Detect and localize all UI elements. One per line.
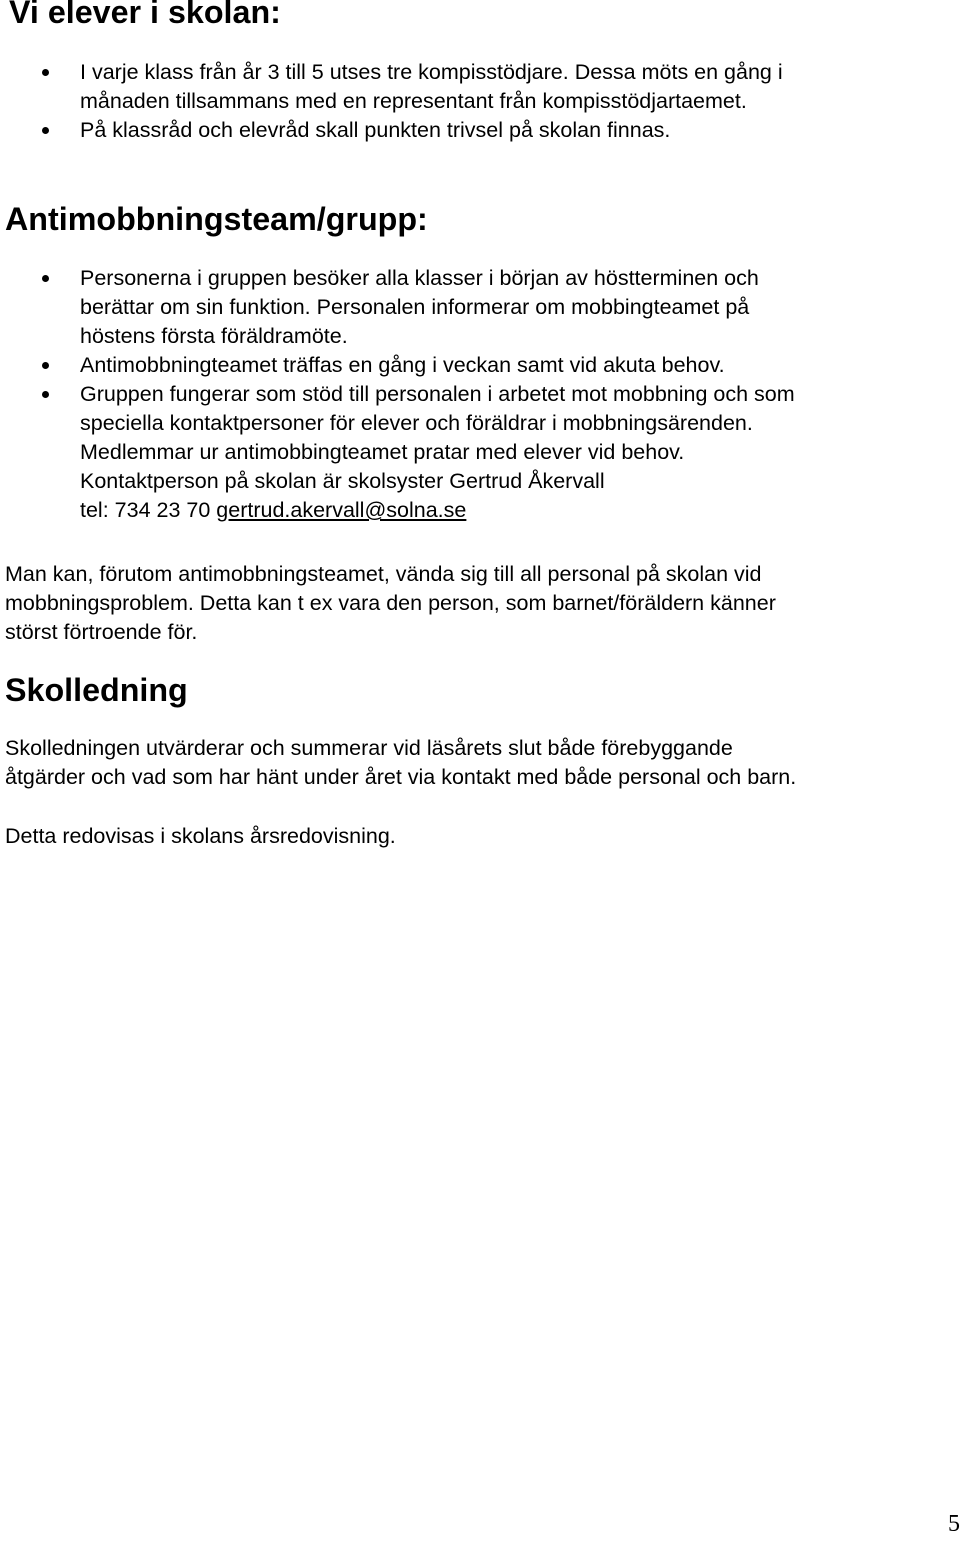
- text-line: I varje klass från år 3 till 5 utses tre kompisstödjare. Dessa möts en gång i: [80, 60, 783, 84]
- bullet-icon: [42, 391, 49, 398]
- text-line: speciella kontaktpersoner för elever och föräldrar i mobbningsärenden.: [80, 411, 753, 435]
- text-line: störst förtroende för.: [5, 620, 198, 644]
- paragraph-skolledning: [5, 734, 950, 792]
- text-line: Skolledningen utvärderar och summerar vid läsårets slut både förebyggande: [5, 736, 733, 760]
- paragraph-personal: [5, 560, 950, 647]
- bullet-icon: [42, 275, 49, 282]
- text-line: Detta redovisas i skolans årsredovisning.: [5, 824, 396, 848]
- contact-line: [80, 496, 940, 525]
- text-line: Medlemmar ur antimobbingteamet pratar med elever vid behov.: [80, 440, 685, 464]
- text-line: Personerna i gruppen besöker alla klasser i början av höstterminen och: [80, 266, 759, 290]
- bullet-icon: [42, 362, 49, 369]
- bullet-icon: [42, 127, 49, 134]
- section-heading-skolledning: Skolledning: [5, 672, 188, 708]
- paragraph-arsredovisning: [5, 822, 950, 851]
- text-line: Kontaktperson på skolan är skolsyster Gertrud Åkervall: [80, 469, 605, 493]
- page-number: 5: [948, 1511, 960, 1537]
- text-line: mobbningsproblem. Detta kan t ex vara den person, som barnet/föräldern känner: [5, 591, 776, 615]
- list-item: [0, 58, 940, 116]
- bullet-list-vi-elever: [0, 58, 940, 145]
- text-line: höstens första föräldramöte.: [80, 324, 348, 348]
- list-item: [0, 351, 940, 380]
- text-line: berättar om sin funktion. Personalen informerar om mobbingteamet på: [80, 295, 750, 319]
- text-line: Antimobbningteamet träffas en gång i veckan samt vid akuta behov.: [80, 353, 725, 377]
- text-line: På klassråd och elevråd skall punkten trivsel på skolan finnas.: [80, 118, 671, 142]
- text-line: Gruppen fungerar som stöd till personalen i arbetet mot mobbning och som: [80, 382, 795, 406]
- bullet-list-antimobbningsteam: [0, 264, 940, 525]
- section-heading-antimobbningsteam: Antimobbningsteam/grupp:: [5, 201, 428, 237]
- email-link[interactable]: gertrud.akervall@solna.se: [216, 498, 467, 522]
- phone-text: tel: 734 23 70: [80, 498, 217, 522]
- list-item: [0, 264, 940, 351]
- text-line: åtgärder och vad som har hänt under året via kontakt med både personal och barn.: [5, 765, 797, 789]
- list-item: [0, 116, 940, 145]
- text-line: månaden tillsammans med en representant från kompisstödjartaemet.: [80, 89, 747, 113]
- bullet-icon: [42, 69, 49, 76]
- text-line: Man kan, förutom antimobbningsteamet, vända sig till all personal på skolan vid: [5, 562, 762, 586]
- list-item: [0, 380, 940, 525]
- section-heading-vi-elever: Vi elever i skolan:: [9, 0, 281, 30]
